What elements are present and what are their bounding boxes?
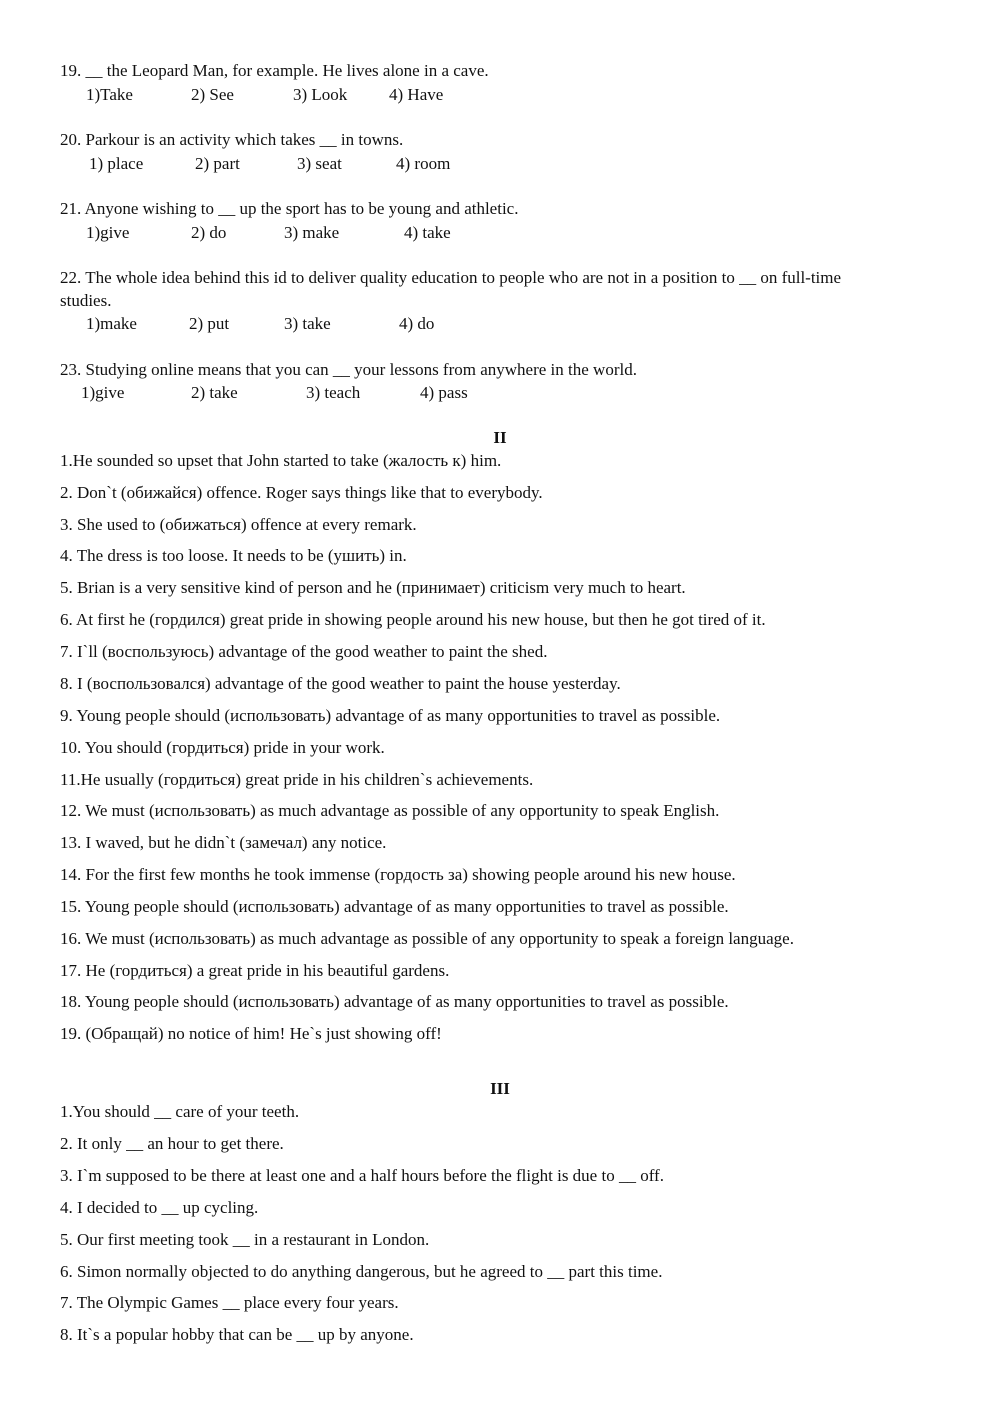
option-3: 3) seat (297, 154, 342, 173)
question-stem: 21. Anyone wishing to __ up the sport has to be young and athletic. (60, 199, 519, 218)
question-stem: 23. Studying online means that you can __ your lessons from anywhere in the world. (60, 360, 637, 379)
sentence-item: 1.You should __ care of your teeth. (60, 1102, 300, 1121)
option-1: 1)make (86, 314, 137, 333)
sentence-item: 11.He usually (гордиться) great pride in his children`s achievements. (60, 770, 534, 789)
option-2: 2) part (195, 154, 240, 173)
section-heading-iii: III (490, 1079, 510, 1098)
option-4: 4) take (404, 223, 451, 242)
sentence-item: 3. She used to (обижаться) offence at every remark. (60, 515, 417, 534)
section-heading-ii: II (493, 428, 507, 447)
option-1: 1)give (81, 383, 125, 402)
option-2: 2) do (191, 223, 227, 242)
option-2: 2) See (191, 85, 234, 104)
question-stem-continued: studies. (60, 291, 112, 310)
sentence-item: 3. I`m supposed to be there at least one and a half hours before the flight is due to __ off. (60, 1166, 664, 1185)
option-1: 1) place (89, 154, 144, 173)
sentence-item: 5. Our first meeting took __ in a restaurant in London. (60, 1230, 430, 1249)
sentence-item: 7. The Olympic Games __ place every four years. (60, 1293, 399, 1312)
option-3: 3) take (284, 314, 331, 333)
sentence-item: 8. I (воспользовался) advantage of the good weather to paint the house yesterday. (60, 674, 621, 693)
sentence-item: 7. I`ll (воспользуюсь) advantage of the good weather to paint the shed. (60, 642, 548, 661)
sentence-item: 6. Simon normally objected to do anything dangerous, but he agreed to __ part this time. (60, 1262, 663, 1281)
sentence-item: 14. For the first few months he took immense (гордость за) showing people around his new house. (60, 865, 736, 884)
option-4: 4) room (396, 154, 451, 173)
sentence-item: 19. (Обращай) no notice of him! He`s just showing off! (60, 1024, 442, 1043)
sentence-item: 18. Young people should (использовать) advantage of as many opportunities to travel as possible. (60, 992, 729, 1011)
sentence-item: 13. I waved, but he didn`t (замечал) any notice. (60, 833, 387, 852)
option-2: 2) take (191, 383, 238, 402)
sentence-item: 10. You should (гордиться) pride in your work. (60, 738, 385, 757)
option-3: 3) Look (293, 85, 348, 104)
sentence-item: 5. Brian is a very sensitive kind of person and he (принимает) criticism very much to heart. (60, 578, 686, 597)
sentence-item: 12. We must (использовать) as much advantage as possible of any opportunity to speak English. (60, 801, 720, 820)
option-4: 4) do (399, 314, 435, 333)
sentence-item: 17. He (гордиться) a great pride in his beautiful gardens. (60, 961, 450, 980)
sentence-item: 2. Don`t (обижайся) offence. Roger says things like that to everybody. (60, 483, 543, 502)
sentence-item: 6. At first he (гордился) great pride in showing people around his new house, but then he got tired of it. (60, 610, 766, 629)
option-3: 3) teach (306, 383, 361, 402)
sentence-item: 15. Young people should (использовать) advantage of as many opportunities to travel as possible. (60, 897, 729, 916)
option-1: 1)Take (86, 85, 133, 104)
option-2: 2) put (189, 314, 230, 333)
sentence-item: 1.He sounded so upset that John started to take (жалость к) him. (60, 451, 502, 470)
sentence-item: 16. We must (использовать) as much advantage as possible of any opportunity to speak a foreign language. (60, 929, 794, 948)
question-stem: 19. __ the Leopard Man, for example. He lives alone in a cave. (60, 61, 489, 80)
question-stem: 22. The whole idea behind this id to deliver quality education to people who are not in a position to __ on full-time (60, 268, 842, 287)
option-4: 4) pass (420, 383, 468, 402)
sentence-item: 4. I decided to __ up cycling. (60, 1198, 259, 1217)
option-3: 3) make (284, 223, 340, 242)
option-4: 4) Have (389, 85, 444, 104)
option-1: 1)give (86, 223, 130, 242)
sentence-item: 9. Young people should (использовать) advantage of as many opportunities to travel as possible. (60, 706, 721, 725)
sentence-item: 8. It`s a popular hobby that can be __ up by anyone. (60, 1325, 414, 1344)
sentence-item: 2. It only __ an hour to get there. (60, 1134, 284, 1153)
sentence-item: 4. The dress is too loose. It needs to be (ушить) in. (60, 546, 407, 565)
question-stem: 20. Parkour is an activity which takes __ in towns. (60, 130, 404, 149)
